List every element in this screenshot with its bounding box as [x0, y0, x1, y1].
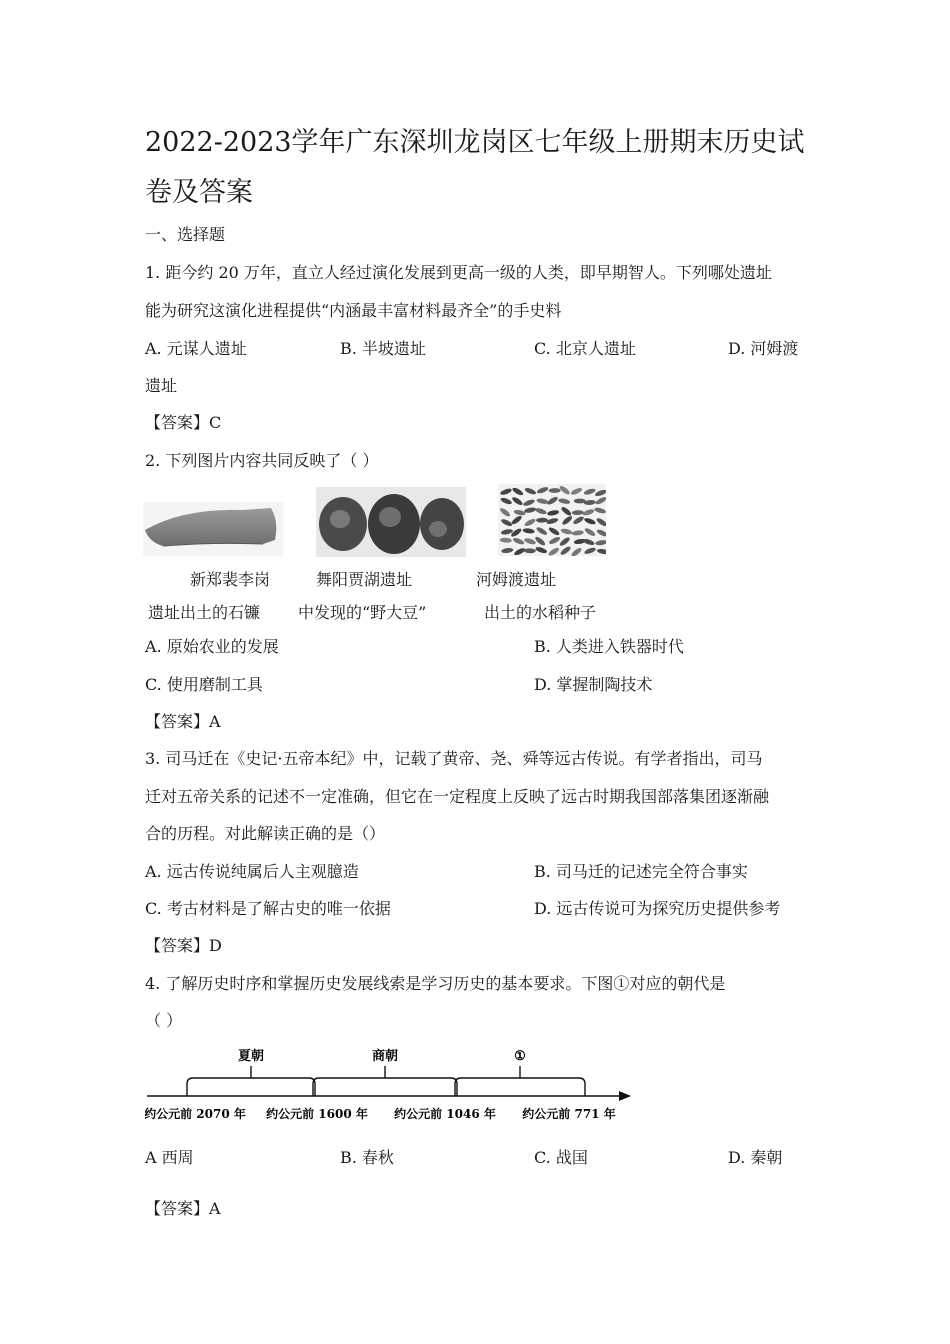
q1-stem-line2: 能为研究这演化进程提供“内涵最丰富材料最齐全”的手史料 — [145, 301, 562, 320]
wild-soybean-image — [316, 487, 466, 557]
dynasty-timeline — [145, 1040, 635, 1130]
q3-stem-line2: 迁对五帝关系的记述不一定准确，但它在一定程度上反映了远古时期我国部落集团逐渐融 — [145, 787, 770, 806]
q2-option-d: D. 掌握制陶技术 — [534, 675, 653, 694]
q2-caption-3-line2: 出土的水稻种子 — [484, 603, 597, 622]
q3-option-b: B. 司马迁的记述完全符合事实 — [534, 862, 748, 881]
timeline-period-unknown: ① — [514, 1049, 526, 1064]
stone-sickle-image — [143, 502, 283, 556]
q4-stem-line1: 4. 了解历史时序和掌握历史发展线索是学习历史的基本要求。下图①对应的朝代是 — [145, 974, 726, 993]
q1-stem-line1: 1. 距今约 20 万年，直立人经过演化发展到更高一级的人类，即早期智人。下列哪处遗址 — [145, 263, 772, 282]
q1-option-d: D. 河姆渡 — [728, 339, 799, 358]
timeline-date-1: 约公元前 2070 年 — [145, 1107, 246, 1121]
q3-option-d: D. 远古传说可为探究历史提供参考 — [534, 899, 781, 918]
q2-stem: 2. 下列图片内容共同反映了（ ） — [145, 451, 379, 470]
q2-caption-3-line1: 河姆渡遗址 — [476, 570, 557, 589]
q2-answer: 【答案】A — [145, 712, 221, 731]
q1-option-d-continued: 遗址 — [145, 376, 178, 395]
timeline-date-4: 约公元前 771 年 — [522, 1107, 616, 1121]
q1-option-c: C. 北京人遗址 — [534, 339, 636, 358]
q2-option-c: C. 使用磨制工具 — [145, 675, 263, 694]
timeline-period-shang: 商朝 — [371, 1049, 399, 1064]
q2-caption-2-line2: 中发现的“野大豆” — [298, 603, 427, 622]
q1-option-a: A. 元谋人遗址 — [145, 339, 247, 358]
document-title: 2022-2023学年广东深圳龙岗区七年级上册期末历史试卷及答案 — [145, 127, 805, 208]
q4-option-a: A 西周 — [145, 1148, 194, 1167]
timeline-date-3: 约公元前 1046 年 — [394, 1107, 496, 1121]
rice-seeds-image — [498, 484, 606, 556]
q4-option-c: C. 战国 — [534, 1148, 588, 1167]
q3-stem-line3: 合的历程。对此解读正确的是（） — [145, 824, 386, 843]
q1-answer: 【答案】C — [145, 413, 222, 432]
q2-option-b: B. 人类进入铁器时代 — [534, 637, 684, 656]
q2-caption-2-line1: 舞阳贾湖遗址 — [316, 570, 413, 589]
timeline-date-2: 约公元前 1600 年 — [266, 1107, 368, 1121]
q3-answer: 【答案】D — [145, 936, 222, 955]
q3-stem-line1: 3. 司马迁在《史记·五帝本纪》中，记载了黄帝、尧、舜等远古传说。有学者指出，司马 — [145, 749, 763, 768]
q4-answer: 【答案】A — [145, 1199, 221, 1218]
q1-option-b: B. 半坡遗址 — [340, 339, 426, 358]
q4-option-d: D. 秦朝 — [728, 1148, 783, 1167]
q3-option-c: C. 考古材料是了解古史的唯一依据 — [145, 899, 391, 918]
q3-option-a: A. 远古传说纯属后人主观臆造 — [145, 862, 359, 881]
q4-option-b: B. 春秋 — [340, 1148, 394, 1167]
q2-caption-1-line1: 新郑裴李岗 — [190, 570, 271, 589]
q2-option-a: A. 原始农业的发展 — [145, 637, 279, 656]
q4-stem-line2: （ ） — [145, 1011, 183, 1030]
section-heading: 一、选择题 — [145, 225, 226, 244]
timeline-period-xia: 夏朝 — [237, 1049, 265, 1064]
q2-caption-1-line2: 遗址出土的石镰 — [148, 603, 261, 622]
